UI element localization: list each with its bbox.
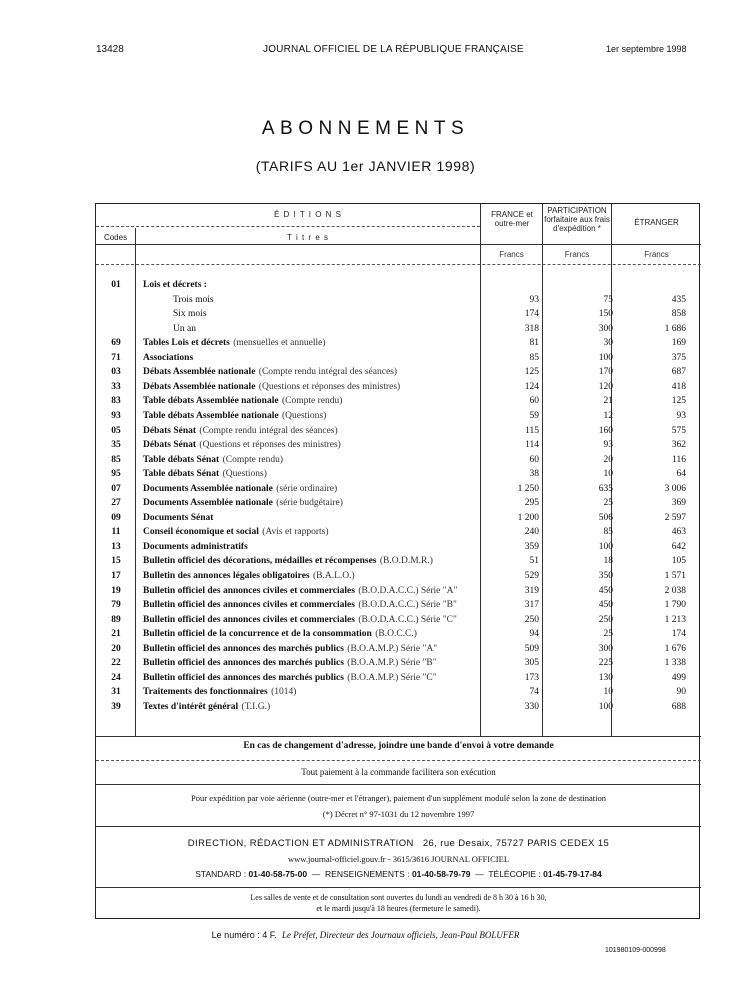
price-france: 317 <box>524 600 539 611</box>
price-participation: 300 <box>598 643 613 654</box>
subscription-table <box>95 203 700 919</box>
edition-title-text: Trois mois <box>173 294 214 305</box>
edition-title-detail: (B.O.D.A.C.C.) Série "C" <box>355 614 457 625</box>
table-row <box>96 322 701 336</box>
payment-note: Tout paiement à la commande facilitera son exécution <box>301 767 496 777</box>
edition-code: 11 <box>111 527 121 538</box>
edition-title-detail: (Compte rendu intégral des séances) <box>256 367 398 378</box>
price-participation: 350 <box>598 571 613 581</box>
edition-title <box>143 569 473 583</box>
page-subtitle: (TARIFS AU 1er JANVIER 1998) <box>255 158 476 174</box>
leader-dots <box>173 303 471 304</box>
sales-hours-line2: et le mardi jusqu'à 18 heures (fermeture le samedi). <box>316 904 481 913</box>
codes-header: Codes <box>103 233 128 242</box>
price-etranger: 375 <box>671 352 686 363</box>
price-participation: 21 <box>603 396 613 407</box>
price-participation: 225 <box>598 658 613 669</box>
table-row <box>96 642 701 656</box>
edition-code: 05 <box>111 425 121 436</box>
edition-title <box>143 365 473 379</box>
edition-code: 85 <box>111 454 121 465</box>
price-france: 295 <box>524 498 539 509</box>
edition-title-text: Documents Assemblée nationale <box>143 498 273 509</box>
edition-title <box>143 700 473 714</box>
edition-title <box>143 278 473 292</box>
edition-title-text: Table débats Sénat <box>143 454 220 465</box>
table-row <box>96 584 701 598</box>
edition-title-text: Associations <box>143 352 194 363</box>
edition-title-detail: (Questions) <box>279 410 327 421</box>
price-participation: 100 <box>598 701 613 712</box>
leader-dots <box>173 332 471 333</box>
edition-title <box>173 293 473 307</box>
price-participation: 18 <box>603 556 613 567</box>
price-etranger: 2 597 <box>664 512 686 523</box>
price-france: 1 200 <box>517 512 539 523</box>
edition-title-detail: (B.O.D.A.C.C.) Série "A" <box>355 585 458 596</box>
price-participation: 170 <box>598 367 613 378</box>
edition-title <box>173 322 473 336</box>
table-row <box>96 569 701 583</box>
etranger-header: ÉTRANGER <box>634 218 679 227</box>
price-etranger: 858 <box>671 309 686 320</box>
edition-code: 03 <box>111 367 121 378</box>
price-participation: 250 <box>598 614 613 625</box>
price-etranger: 1 571 <box>664 571 686 581</box>
edition-title-detail: (série ordinaire) <box>273 483 338 494</box>
price-etranger: 1 213 <box>664 614 686 625</box>
price-france: 305 <box>524 658 539 669</box>
edition-code: 79 <box>111 600 121 611</box>
participation-header: PARTICIPATION forfaitaire aux frais d'expédition * <box>544 206 610 233</box>
edition-title-text: Bulletin officiel des annonces des marchés publics <box>143 658 344 669</box>
price-etranger: 116 <box>672 454 686 465</box>
edition-title <box>143 453 473 467</box>
price-france: 330 <box>524 701 539 712</box>
price-etranger: 125 <box>671 396 686 407</box>
edition-title-text: Documents Assemblée nationale <box>143 483 273 494</box>
table-row <box>96 409 701 423</box>
price-france: 319 <box>524 585 539 596</box>
edition-title <box>143 627 473 641</box>
standard-number: 01-40-58-75-00 <box>248 869 308 879</box>
phone-line: STANDARD : 01-40-58-75-00 — RENSEIGNEMENTS : 01-40-58-79-79 — TÉLÉCOPIE : 01-45-79-17-84 <box>195 869 602 879</box>
edition-title-detail: (Compte rendu) <box>220 454 283 465</box>
price-etranger: 1 676 <box>664 643 686 654</box>
price-etranger: 169 <box>671 338 686 349</box>
edition-code: 89 <box>111 614 121 625</box>
table-row <box>96 424 701 438</box>
table-row <box>96 511 701 525</box>
price-participation: 450 <box>598 600 613 611</box>
edition-title-text: Documents Sénat <box>143 512 214 523</box>
price-france: 174 <box>524 309 539 320</box>
price-france: 94 <box>529 629 539 640</box>
edition-title-text: Débats Sénat <box>143 440 197 451</box>
edition-code: 01 <box>111 280 121 290</box>
price-participation: 506 <box>598 512 613 523</box>
edition-code: 93 <box>111 410 121 421</box>
edition-title-detail: (B.O.A.M.P.) Série "B" <box>344 658 437 669</box>
price-etranger: 93 <box>676 410 686 421</box>
price-france: 125 <box>524 367 539 378</box>
renseignements-number: 01-40-58-79-79 <box>411 869 471 879</box>
edition-title <box>143 336 473 350</box>
price-france: 93 <box>529 294 539 305</box>
edition-title <box>143 380 473 394</box>
table-row <box>96 351 701 365</box>
price-participation: 130 <box>598 672 613 683</box>
reference-number: 101980109-000998 <box>605 947 666 954</box>
edition-code: 69 <box>111 338 121 349</box>
price-participation: 635 <box>598 483 613 494</box>
edition-code: 13 <box>111 541 121 552</box>
edition-title <box>143 438 473 452</box>
edition-title-text: Bulletin officiel des annonces civiles et commerciales <box>143 614 355 625</box>
price-france: 51 <box>529 556 539 567</box>
table-row <box>96 540 701 554</box>
table-row <box>96 365 701 379</box>
edition-title-text: Table débats Assemblée nationale <box>143 410 279 421</box>
price-participation: 120 <box>598 381 613 392</box>
edition-title-detail: (B.O.C.C.) <box>372 629 417 640</box>
edition-title <box>143 642 473 656</box>
price-france: 529 <box>524 571 539 581</box>
edition-title-text: Débats Sénat <box>143 425 197 436</box>
edition-title-text: Bulletin officiel des annonces des marchés publics <box>143 643 344 654</box>
table-row <box>96 685 701 699</box>
edition-title-detail: (série budgétaire) <box>273 498 343 509</box>
price-etranger: 3 006 <box>664 483 686 494</box>
page-title: ABONNEMENTS <box>261 118 470 139</box>
price-participation: 300 <box>598 323 613 334</box>
price-etranger: 105 <box>671 556 686 567</box>
price-participation: 75 <box>603 294 613 305</box>
edition-title-detail: (Avis et rapports) <box>259 527 329 538</box>
table-row <box>96 380 701 394</box>
price-etranger: 64 <box>676 469 686 480</box>
table-row <box>96 336 701 350</box>
edition-title <box>143 424 473 438</box>
table-row <box>96 467 701 481</box>
director-credit: Le Préfet, Directeur des Journaux officiels, Jean-Paul BOLUFER <box>281 930 520 940</box>
edition-title-detail: (B.A.L.O.) <box>310 571 355 581</box>
price-etranger: 369 <box>671 498 686 509</box>
page-number: 13428 <box>96 44 124 55</box>
price-participation: 100 <box>598 352 613 363</box>
price-france: 59 <box>529 410 539 421</box>
edition-title-detail: (B.O.D.A.C.C.) Série "B" <box>355 600 457 611</box>
price-etranger: 418 <box>671 381 686 392</box>
table-row <box>96 482 701 496</box>
price-etranger: 174 <box>671 629 686 640</box>
editions-header: É D I T I O N S <box>273 210 343 219</box>
price-participation: 20 <box>603 454 613 465</box>
table-row <box>96 671 701 685</box>
journal-name: JOURNAL OFFICIEL DE LA RÉPUBLIQUE FRANÇAISE <box>263 44 524 55</box>
edition-code: 15 <box>111 556 121 567</box>
edition-title-text: Conseil économique et social <box>143 527 259 538</box>
edition-code: 27 <box>111 498 121 509</box>
direction-label: DIRECTION, RÉDACTION ET ADMINISTRATION <box>187 838 414 849</box>
table-row <box>96 627 701 641</box>
edition-title <box>143 394 473 408</box>
france-header: FRANCE et outre-mer <box>491 210 533 228</box>
edition-code: 95 <box>111 469 121 480</box>
edition-title-text: Textes d'intérêt général <box>143 701 239 712</box>
table-row <box>96 700 701 714</box>
edition-title-text: Bulletin officiel des décorations, médailles et récompenses <box>143 556 377 567</box>
edition-title-text: Tables Lois et décrets <box>143 338 230 349</box>
telecopie-number: 01-45-79-17-84 <box>543 869 602 879</box>
edition-title-detail: (B.O.A.M.P.) Série "A" <box>344 643 438 654</box>
price-france: 60 <box>529 454 539 465</box>
price-etranger: 362 <box>671 440 686 451</box>
price-france: 115 <box>525 425 539 436</box>
edition-title <box>143 671 473 685</box>
price-etranger: 687 <box>671 367 686 378</box>
website-line: www.journal-officiel.gouv.fr - 3615/3616 JOURNAL OFFICIEL <box>287 854 510 864</box>
table-row <box>96 293 701 307</box>
issue-date: 1er septembre 1998 <box>606 44 687 54</box>
table-row <box>96 307 701 321</box>
unit-label: Francs <box>499 250 524 259</box>
price-etranger: 90 <box>676 687 686 698</box>
edition-title <box>143 511 473 525</box>
price-participation: 30 <box>603 338 613 349</box>
price-participation: 85 <box>603 527 613 538</box>
edition-title <box>143 598 473 612</box>
price-participation: 10 <box>603 687 613 698</box>
edition-code: 33 <box>111 381 121 392</box>
decree-note: (*) Décret n° 97-1031 du 12 novembre 1997 <box>322 809 475 819</box>
table-row <box>96 278 701 292</box>
edition-title <box>143 351 473 365</box>
price-etranger: 688 <box>671 701 686 712</box>
edition-code: 83 <box>111 396 121 407</box>
edition-code: 17 <box>111 571 121 581</box>
address: 26, rue Desaix, 75727 PARIS CEDEX 15 <box>422 838 610 849</box>
edition-code: 39 <box>111 701 121 712</box>
edition-title <box>143 496 473 510</box>
edition-title <box>143 482 473 496</box>
price-france: 173 <box>524 672 539 683</box>
edition-code: 35 <box>111 440 121 451</box>
price-etranger: 2 038 <box>664 585 686 596</box>
edition-title <box>143 525 473 539</box>
price-france: 60 <box>529 396 539 407</box>
edition-code: 21 <box>111 629 121 640</box>
edition-title-text: Bulletin officiel des annonces civiles et commerciales <box>143 585 355 596</box>
price-participation: 10 <box>603 469 613 480</box>
price-france: 318 <box>524 323 539 334</box>
table-row <box>96 598 701 612</box>
table-row <box>96 613 701 627</box>
price-france: 74 <box>529 687 539 698</box>
table-row <box>96 496 701 510</box>
table-row <box>96 394 701 408</box>
price-participation: 93 <box>603 440 613 451</box>
edition-title <box>143 656 473 670</box>
table-row <box>96 656 701 670</box>
edition-title-text: Lois et décrets : <box>143 280 207 290</box>
edition-title-detail: (T.I.G.) <box>239 701 271 712</box>
price-etranger: 1 686 <box>664 323 686 334</box>
price-france: 38 <box>529 469 539 480</box>
issue-price: Le numéro : 4 F. <box>211 930 277 940</box>
edition-title-text: Table débats Sénat <box>143 469 220 480</box>
edition-title-text: Table débats Assemblée nationale <box>143 396 279 407</box>
price-france: 124 <box>524 381 539 392</box>
edition-title <box>143 613 473 627</box>
price-etranger: 575 <box>671 425 686 436</box>
direction-line <box>96 838 701 849</box>
price-france: 114 <box>525 440 539 451</box>
price-france: 81 <box>529 338 539 349</box>
sales-hours-line1: Les salles de vente et de consultation sont ouvertes du lundi au vendredi de 8 h 30 à 16 h 30, <box>250 893 547 902</box>
edition-title <box>143 540 473 554</box>
price-participation: 450 <box>598 585 613 596</box>
price-participation: 100 <box>598 541 613 552</box>
price-france: 85 <box>529 352 539 363</box>
edition-title <box>143 584 473 598</box>
edition-title-text: Traitements des fonctionnaires <box>143 687 268 698</box>
edition-title <box>173 307 473 321</box>
address-change-note: En cas de changement d'adresse, joindre une bande d'envoi à votre demande <box>243 741 554 751</box>
price-france: 509 <box>524 643 539 654</box>
edition-title-text: Bulletin officiel des annonces civiles et commerciales <box>143 600 355 611</box>
edition-code: 09 <box>111 512 121 523</box>
price-france: 359 <box>524 541 539 552</box>
edition-title-text: Bulletin des annonces légales obligatoires <box>143 571 310 581</box>
edition-title-text: Bulletin officiel des annonces des marchés publics <box>143 672 344 683</box>
price-france: 1 250 <box>517 483 539 494</box>
edition-title-detail: (B.O.A.M.P.) Série "C" <box>344 672 437 683</box>
edition-title-text: Bulletin officiel de la concurrence et de la consommation <box>143 629 372 640</box>
edition-code: 20 <box>111 643 121 654</box>
unit-label: Francs <box>564 250 590 259</box>
edition-code: 31 <box>111 687 121 698</box>
edition-code: 71 <box>111 352 121 363</box>
price-participation: 160 <box>598 425 613 436</box>
edition-title <box>143 467 473 481</box>
edition-code: 07 <box>111 483 121 494</box>
footer-line <box>0 930 731 940</box>
price-participation: 12 <box>603 410 613 421</box>
price-participation: 25 <box>603 629 613 640</box>
titres-header: T i t r e s <box>287 233 329 242</box>
edition-title-detail: (Compte rendu intégral des séances) <box>197 425 338 436</box>
price-etranger: 499 <box>671 672 686 683</box>
edition-title-text: Un an <box>173 323 196 334</box>
price-etranger: 435 <box>671 294 686 305</box>
table-row <box>96 438 701 452</box>
price-france: 240 <box>524 527 539 538</box>
edition-title <box>143 409 473 423</box>
table-row <box>96 525 701 539</box>
price-etranger: 1 790 <box>664 600 686 611</box>
price-etranger: 642 <box>671 541 686 552</box>
edition-title-text: Six mois <box>173 309 207 320</box>
edition-code: 24 <box>111 672 121 683</box>
edition-title-detail: (Questions et réponses des ministres) <box>197 440 341 451</box>
air-mail-note: Pour expédition par voie aérienne (outre-mer et l'étranger), paiement d'un supplément modulé selon la zone de destination <box>191 793 606 803</box>
edition-title-detail: (Compte rendu) <box>279 396 343 407</box>
price-etranger: 463 <box>671 527 686 538</box>
edition-title-text: Débats Assemblée nationale <box>143 367 256 378</box>
price-france: 250 <box>524 614 539 625</box>
edition-code: 22 <box>111 658 121 669</box>
edition-title-detail: (Questions et réponses des ministres) <box>256 381 401 392</box>
price-participation: 25 <box>603 498 613 509</box>
edition-code: 19 <box>111 585 121 596</box>
edition-title <box>143 554 473 568</box>
edition-title <box>143 685 473 699</box>
edition-title-detail: (mensuelles et annuelle) <box>230 338 326 349</box>
edition-title-detail: (B.O.D.M.R.) <box>377 556 433 567</box>
edition-title-detail: (1014) <box>268 687 297 698</box>
leader-dots <box>173 317 471 318</box>
edition-title-detail: (Questions) <box>220 469 267 480</box>
edition-title-text: Débats Assemblée nationale <box>143 381 256 392</box>
unit-label: Francs <box>644 250 669 259</box>
price-etranger: 1 338 <box>664 658 686 669</box>
table-row <box>96 453 701 467</box>
edition-title-text: Documents administratifs <box>143 541 248 552</box>
price-participation: 150 <box>598 309 613 320</box>
table-row <box>96 554 701 568</box>
